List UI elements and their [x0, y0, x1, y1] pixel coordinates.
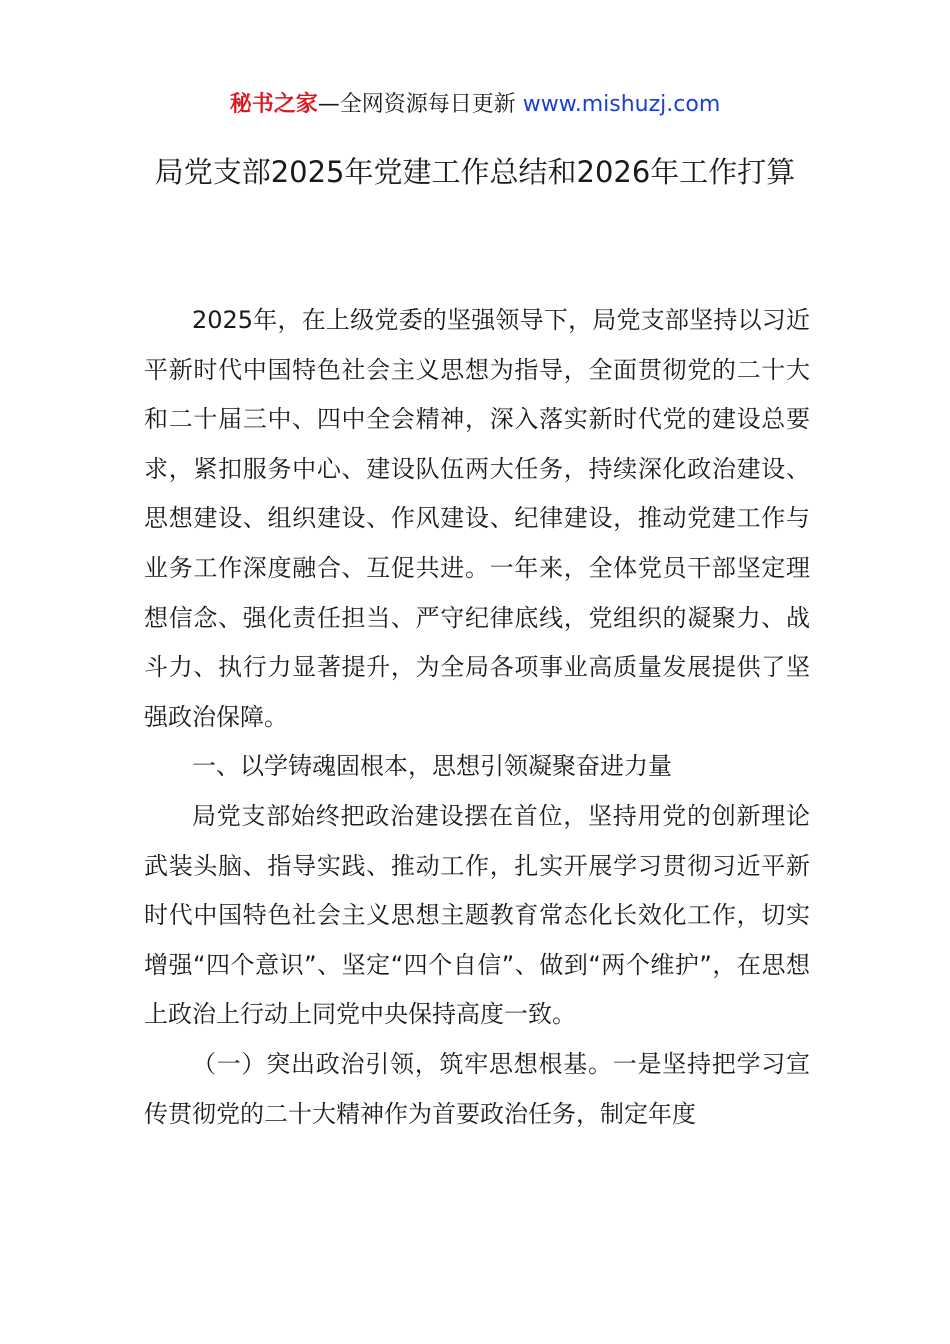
section-1-paragraph: 局党支部始终把政治建设摆在首位，坚持用党的创新理论武装头脑、指导实践、推动工作，扎实开展学习贯彻习近平新时代中国特色社会主义思想主题教育常态化长效化工作，切实增强“四个意识”、坚定“四个自信”、做到“两个维护”，在思想上政治上行动上同党中央保持高度一致。	[144, 801, 810, 1029]
site-url-link[interactable]: www.mishuzj.com	[522, 92, 721, 117]
document-title: 局党支部2025年党建工作总结和2026年工作打算	[154, 155, 796, 189]
document-body	[144, 296, 810, 1139]
header-tagline: —全网资源每日更新	[317, 92, 523, 117]
brand-name: 秘书之家	[229, 92, 318, 117]
site-header	[0, 88, 950, 122]
section-heading-1: 一、以学铸魂固根本，思想引领凝聚奋进力量	[192, 752, 672, 781]
intro-paragraph: 2025年，在上级党委的坚强领导下，局党支部坚持以习近平新时代中国特色社会主义思想为指导，全面贯彻党的二十大和二十届三中、四中全会精神，深入落实新时代党的建设总要求，紧扣服务中心、建设队伍两大任务，持续深化政治建设、思想建设、组织建设、作风建设、纪律建设，推动党建工作与业务工作深度融合、互促共进。一年来，全体党员干部坚定理想信念、强化责任担当、严守纪律底线，党组织的凝聚力、战斗力、执行力显著提升，为全局各项事业高质量发展提供了坚强政治保障。	[144, 306, 810, 731]
subsection-1-paragraph: （一）突出政治引领，筑牢思想根基。一是坚持把学习宣传贯彻党的二十大精神作为首要政治任务，制定年度	[144, 1049, 810, 1128]
